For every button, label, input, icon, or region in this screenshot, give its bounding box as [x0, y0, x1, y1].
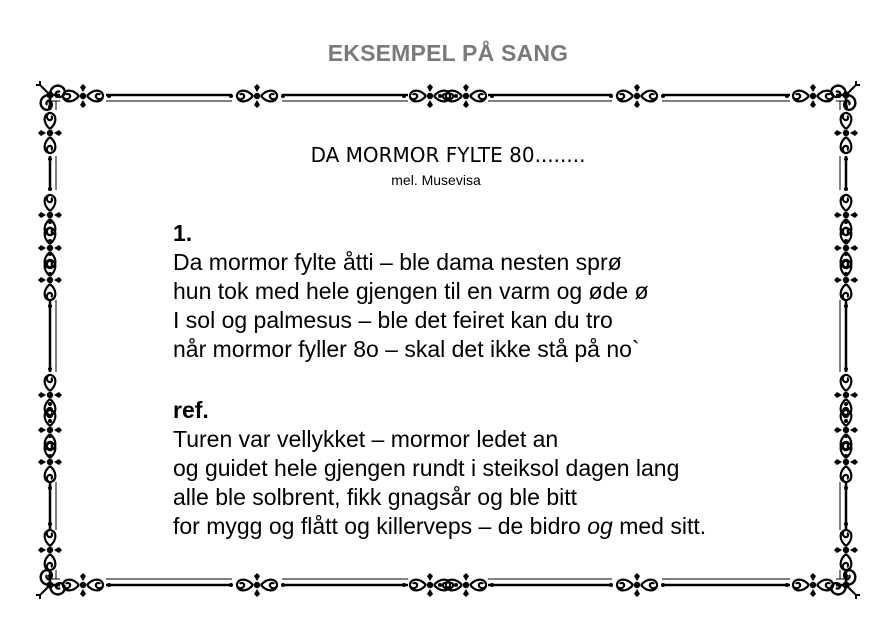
song-title: DA MORMOR FYLTE 80........ — [310, 143, 586, 167]
chorus-label: ref. — [173, 397, 209, 423]
page-heading: EKSEMPEL PÅ SANG — [327, 40, 569, 66]
chorus-line: Turen var vellykket – mormor ledet an — [173, 426, 559, 452]
chorus-last-line-start: for mygg og flått og killerveps – de bidro — [173, 513, 588, 539]
song-melody: mel. Musevisa — [391, 172, 481, 188]
chorus-line: alle ble solbrent, fikk gnagsår og ble bitt — [173, 484, 578, 510]
verse-line: Da mormor fylte åtti – ble dama nesten sprø — [173, 249, 622, 275]
verse-line: når mormor fyller 8o – skal det ikke stå på no` — [173, 336, 640, 362]
chorus-last-line-end: med sitt. — [612, 513, 707, 539]
verse-block — [173, 219, 813, 364]
chorus-block — [173, 396, 813, 541]
chorus-last-line — [173, 512, 813, 541]
verse-line: I sol og palmesus – ble det feiret kan du tro — [173, 307, 613, 333]
verse-line: hun tok med hele gjengen til en varm og øde ø — [173, 278, 649, 304]
chorus-line: og guidet hele gjengen rundt i steiksol dagen lang — [173, 455, 680, 481]
chorus-last-line-italic: og — [587, 513, 613, 539]
verse-label: 1. — [173, 220, 193, 246]
